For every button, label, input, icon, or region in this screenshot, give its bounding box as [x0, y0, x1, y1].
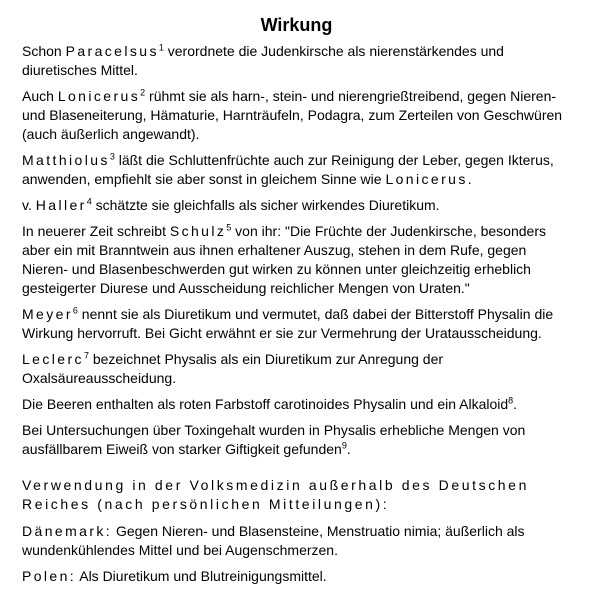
- footnote-ref: 1: [158, 42, 164, 53]
- footnote-ref: 3: [109, 151, 115, 162]
- paragraph-text: schätzte sie gleichfalls als sicher wirkendes Diuretikum.: [91, 197, 440, 213]
- paragraph-haller: [22, 196, 571, 215]
- paragraph-meyer: [22, 305, 571, 343]
- author-name-lonicerus-ref: Lonicerus: [385, 171, 468, 187]
- footnote-ref: 8: [508, 395, 514, 406]
- author-name-matthiolus: Matthiolus: [22, 152, 110, 168]
- paragraph-text: Die Beeren enthalten als roten Farbstoff carotinoides Physalin und ein Alkaloid: [22, 396, 509, 412]
- paragraph-text: verordnete die Judenkirsche als nierenstärkendes und diuretisches Mittel.: [22, 43, 504, 78]
- footnote-ref: 7: [83, 350, 89, 361]
- paragraph-text: bezeichnet Physalis als ein Diuretikum zur Anregung der Oxalsäureausscheidung.: [22, 351, 444, 386]
- author-name-schulz: Schulz: [169, 223, 227, 239]
- paragraph-prefix: Auch: [22, 88, 58, 104]
- paragraph-text: Gegen Nieren- und Blasensteine, Menstruatio nimia; äußerlich als wundenkühlendes Mittel und bei Augenschmerzen.: [22, 523, 525, 558]
- paragraph-prefix: Schon: [22, 43, 66, 59]
- country-name-daenemark: Dänemark:: [22, 523, 113, 539]
- paragraph-text: rühmt sie als harn-, stein- und nierengrießtreibend, gegen Nieren- und Blaseneiterung, Hämaturie, Harnträufeln, Podagra, zum Zerteilen von Geschwüren (auch äußerlich angewandt).: [22, 88, 563, 142]
- footnote-ref: 6: [72, 305, 78, 316]
- paragraph-text: Als Diuretikum und Blutreinigungsmittel.: [76, 568, 327, 584]
- document-title: Wirkung: [260, 15, 333, 35]
- paragraph-matthiolus: [22, 151, 571, 189]
- country-name-polen: Polen:: [22, 568, 77, 584]
- paragraph-prefix: In neuerer Zeit schreibt: [22, 223, 170, 239]
- paragraph-text: von ihr: "Die Früchte der Judenkirsche, besonders aber ein mit Branntwein aus ihnen erhaltener Auszug, stehen in dem Rufe, gegen Nieren- und Blasenbeschwerden gut wirken zu können unter gleichzeitig erheblich gesteigerter Diurese und Ausscheidung reichlicher Mengen von Uraten.": [22, 223, 546, 296]
- paragraph-beeren: [22, 395, 571, 414]
- paragraph-paracelsus: [22, 42, 571, 80]
- paragraph-end: .: [467, 171, 472, 187]
- author-name-meyer: Meyer: [22, 306, 73, 322]
- author-name-lonicerus: Lonicerus: [57, 88, 141, 104]
- author-name-haller: Haller: [35, 197, 87, 213]
- author-name-leclerc: Leclerc: [22, 351, 84, 367]
- section-heading-volksmedizin: Verwendung in der Volksmedizin außerhalb des Deutschen Reiches (nach persönlichen Mitteilungen):: [22, 477, 529, 512]
- paragraph-lonicerus: [22, 87, 571, 144]
- footnote-ref: 2: [140, 87, 146, 98]
- paragraph-daenemark: [22, 522, 571, 560]
- paragraph-schulz: [22, 222, 571, 298]
- paragraph-polen: [22, 567, 571, 586]
- paragraph-prefix: v.: [22, 197, 36, 213]
- footnote-ref: 4: [86, 196, 92, 207]
- footnote-ref: 9: [341, 440, 347, 451]
- footnote-ref: 5: [226, 222, 232, 233]
- author-name-paracelsus: Paracelsus: [65, 43, 159, 59]
- paragraph-end: .: [513, 396, 518, 412]
- paragraph-leclerc: [22, 350, 571, 388]
- paragraph-end: .: [346, 441, 351, 457]
- paragraph-text: Bei Untersuchungen über Toxingehalt wurden in Physalis erhebliche Mengen von ausfällbarem Eiweiß von starker Giftigkeit gefunden: [22, 422, 526, 457]
- paragraph-text: läßt die Schluttenfrüchte auch zur Reinigung der Leber, gegen Ikterus, anwenden, empfiehlt sie aber sonst in gleichem Sinne wie: [22, 152, 554, 187]
- paragraph-toxin: [22, 421, 571, 459]
- paragraph-text: nennt sie als Diuretikum und vermutet, daß dabei der Bitterstoff Physalin die Wirkung hervorruft. Bei Gicht erwähnt er sie zur Vermehrung der Uratausscheidung.: [22, 306, 554, 341]
